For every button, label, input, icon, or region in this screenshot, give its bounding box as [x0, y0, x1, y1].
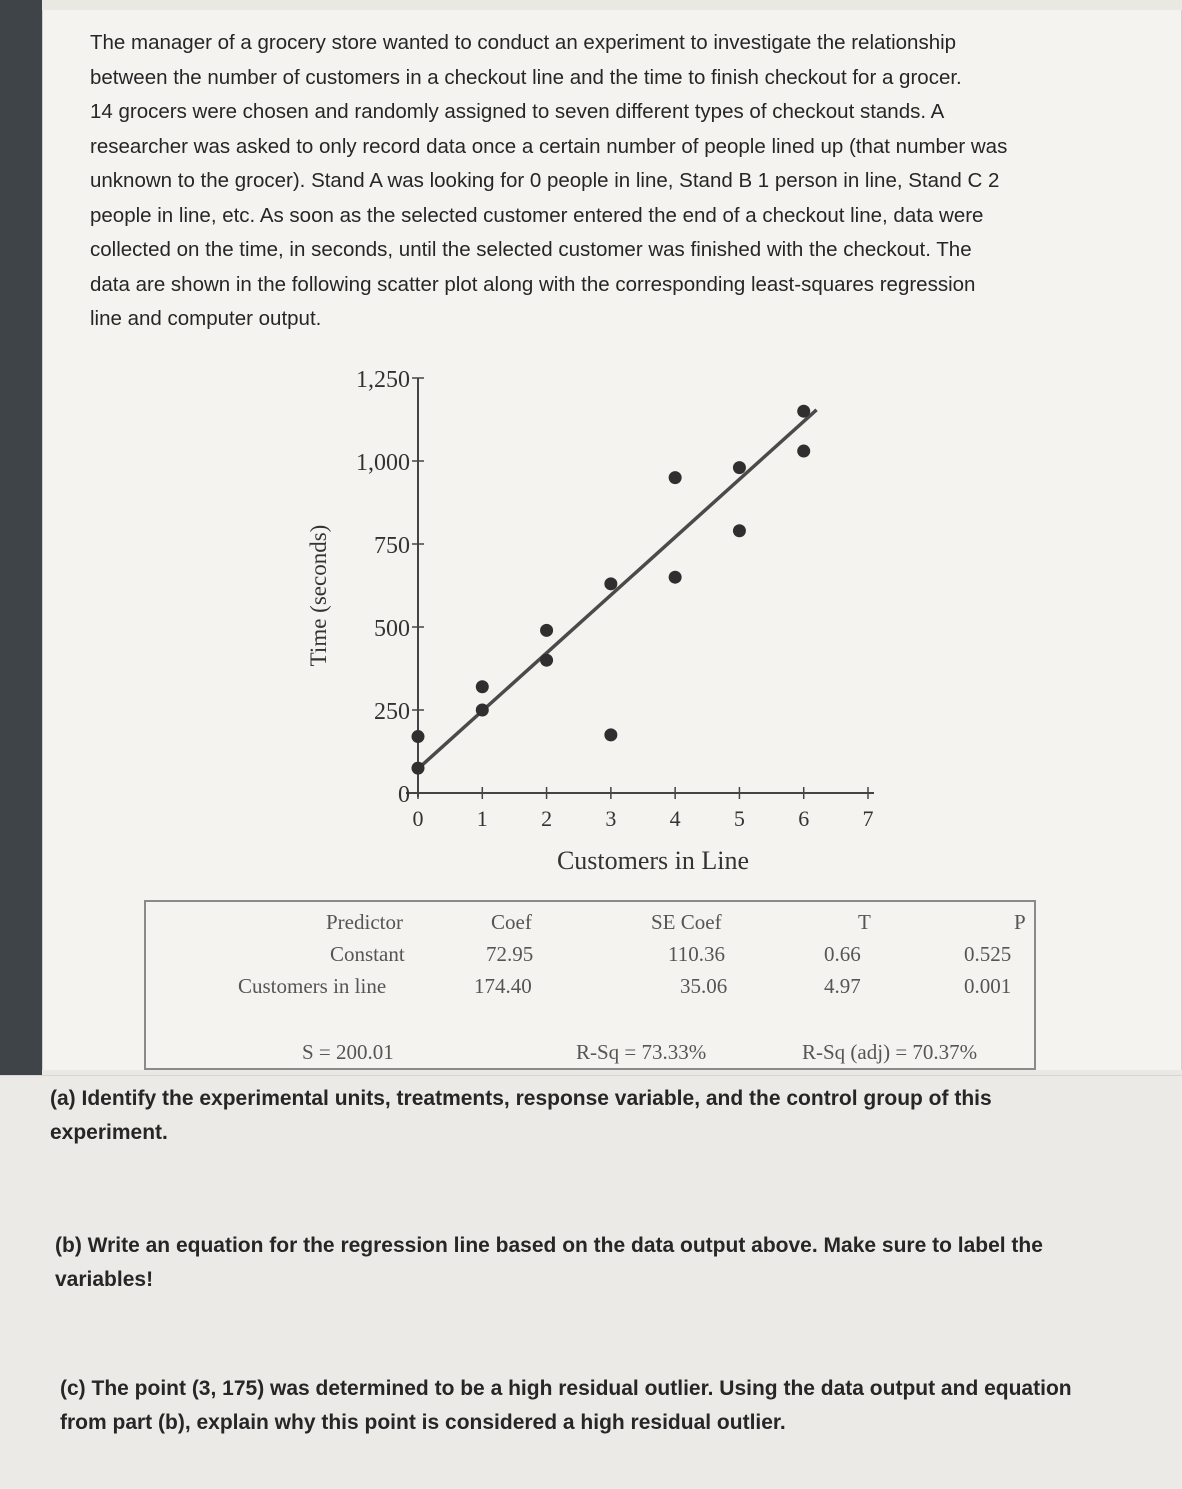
stat-rsq-adj: R-Sq (adj) = 70.37% [802, 1040, 978, 1064]
data-point [604, 728, 617, 741]
data-point [797, 405, 810, 418]
data-point [412, 762, 425, 775]
header-se-coef: SE Coef [651, 910, 722, 934]
stat-s: S = 200.01 [302, 1040, 394, 1064]
scatter-plot [290, 355, 910, 885]
x-tick-label: 2 [541, 806, 553, 831]
regression-output-box [144, 900, 1036, 1070]
data-point [669, 571, 682, 584]
header-t: T [858, 910, 871, 934]
row-constant-p: 0.525 [964, 942, 1012, 966]
regression-line [418, 410, 817, 769]
header-predictor: Predictor [326, 910, 403, 934]
x-axis-label: Customers in Line [556, 846, 750, 875]
y-tick-label: 500 [374, 616, 410, 642]
row-constant-coef: 72.95 [486, 942, 534, 966]
row-constant-se: 110.36 [668, 942, 725, 966]
intro-line: line and computer output. [90, 307, 322, 330]
y-tick-label: 0 [398, 782, 410, 808]
intro-line: researcher was asked to only record data once a certain number of people lined up (that number was [90, 134, 1008, 158]
intro-line: data are shown in the following scatter plot along with the corresponding least-squares regression [90, 272, 976, 296]
data-point [604, 577, 617, 590]
x-tick-label: 1 [476, 806, 488, 831]
row-customers-se: 35.06 [680, 974, 728, 998]
row-customers-t: 4.97 [824, 974, 861, 998]
data-point [540, 624, 553, 637]
intro-line: unknown to the grocer). Stand A was looking for 0 people in line, Stand B 1 person in line, Stand C 2 [90, 169, 1000, 192]
y-tick-label: 1,000 [356, 450, 410, 476]
data-point [797, 445, 810, 458]
x-tick-label: 5 [733, 806, 745, 831]
question-c: (c) The point (3, 175) was determined to be a high residual outlier. Using the data output and equation from part (b), explain why this point is considered a high residual outlier. [60, 1377, 1072, 1434]
dark-sidebar [0, 0, 42, 1075]
data-point [476, 704, 489, 717]
row-constant-label: Constant [330, 942, 405, 966]
x-tick-label: 4 [669, 806, 681, 831]
data-point [733, 461, 746, 474]
y-tick-label: 750 [374, 533, 410, 559]
header-coef: Coef [491, 910, 532, 934]
scatter-plot-svg [290, 355, 910, 885]
row-customers-coef: 174.40 [474, 974, 532, 998]
intro-line: people in line, etc. As soon as the selected customer entered the end of a checkout line, data were [90, 203, 984, 227]
question-b: (b) Write an equation for the regression line based on the data output above. Make sure to label the variables! [55, 1234, 1043, 1291]
x-tick-label: 0 [412, 806, 424, 831]
data-point [476, 680, 489, 693]
intro-line: between the number of customers in a checkout line and the time to finish checkout for a grocer. [90, 65, 962, 89]
data-point [733, 524, 746, 537]
x-tick-label: 3 [605, 806, 617, 831]
row-customers-p: 0.001 [964, 974, 1012, 998]
data-point [412, 730, 425, 743]
data-point [540, 654, 553, 667]
x-tick-label: 7 [862, 806, 874, 831]
header-p: P [1014, 910, 1026, 934]
x-tick-label: 6 [798, 806, 810, 831]
question-a: (a) Identify the experimental units, treatments, response variable, and the control group of this experiment. [50, 1087, 992, 1144]
y-tick-label: 1,250 [356, 367, 410, 393]
intro-line: The manager of a grocery store wanted to conduct an experiment to investigate the relationship [90, 31, 957, 54]
intro-line: 14 grocers were chosen and randomly assigned to seven different types of checkout stands. A [90, 100, 945, 123]
y-tick-label: 250 [374, 699, 410, 725]
row-customers-label: Customers in line [238, 974, 387, 998]
y-axis-label: Time (seconds) [306, 524, 331, 667]
stat-rsq: R-Sq = 73.33% [576, 1040, 707, 1064]
problem-intro [90, 26, 1090, 337]
row-constant-t: 0.66 [824, 942, 861, 966]
intro-line: collected on the time, in seconds, until the selected customer was finished with the checkout. The [90, 238, 972, 261]
data-point [669, 471, 682, 484]
